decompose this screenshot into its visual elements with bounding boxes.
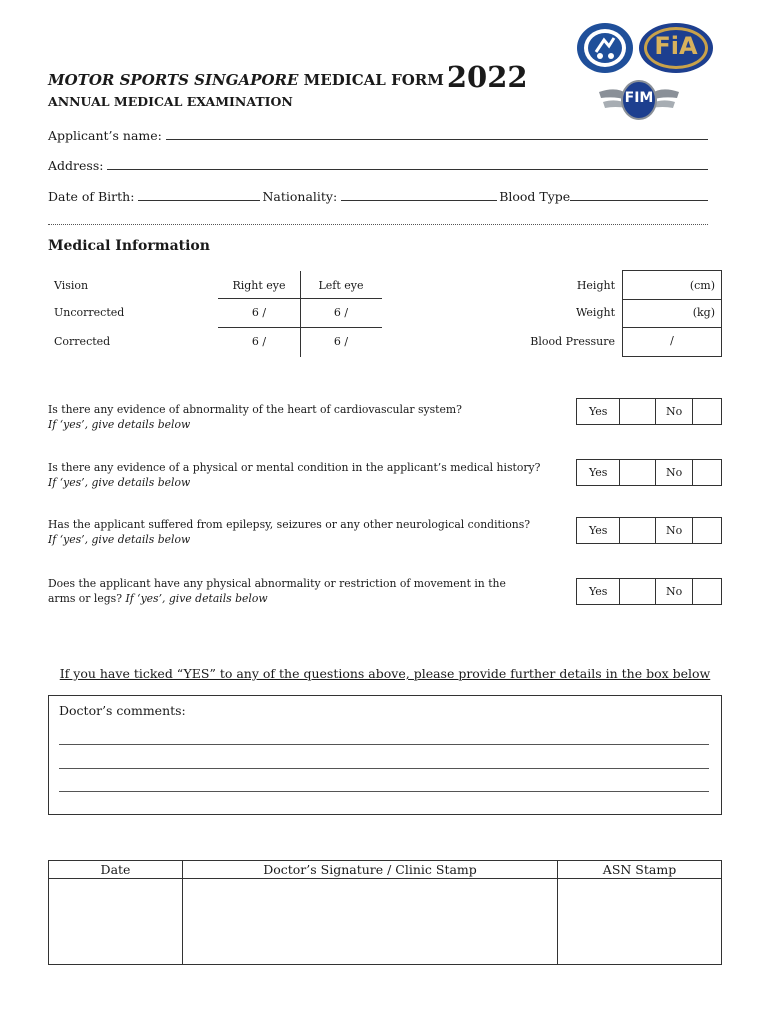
nationality-label: Nationality: [262,189,338,204]
uncorrected-left-eye[interactable]: 6 / [333,306,349,319]
question-3-hint: If ‘yes’, give details below [48,533,191,546]
question-1-no-label: No [656,399,693,424]
title-org: MOTOR SPORTS SINGAPORE [48,71,299,89]
applicant-name-field[interactable] [166,138,708,140]
dob-field[interactable] [138,199,260,201]
address-row [48,158,708,173]
comment-line[interactable] [59,768,709,769]
question-1-yes-label: Yes [577,399,620,424]
fia-logo [638,22,714,74]
signature-table [48,860,722,965]
weight-label: Weight [576,306,615,319]
question-3-no-checkbox[interactable] [693,518,721,543]
details-notice: If you have ticked “YES” to any of the questions above, please provide further details in the box below [59,666,711,681]
form-subtitle: ANNUAL MEDICAL EXAMINATION [48,94,293,109]
question-1-hint: If ‘yes’, give details below [48,418,191,431]
ssc-logo [576,22,634,74]
comment-line[interactable] [59,791,709,792]
height-label: Height [576,279,615,292]
question-4-no-checkbox[interactable] [693,579,721,604]
question-1-text: Is there any evidence of abnormality of the heart of cardiovascular system? [48,403,462,416]
question-2-hint: If ‘yes’, give details below [48,476,191,489]
question-1-yes-checkbox[interactable] [620,399,656,424]
fia-logo-text: FiA [654,32,698,60]
doctor-signature-cell[interactable] [183,879,557,964]
question-2-answer [576,459,722,486]
asn-stamp-cell[interactable] [558,879,721,964]
question-4-yes-checkbox[interactable] [620,579,656,604]
doctors-comments-box[interactable] [48,695,722,815]
left-eye-header: Left eye [318,279,364,292]
corrected-label: Corrected [54,335,111,348]
doctors-comments-label: Doctor’s comments: [59,703,186,718]
nationality-field[interactable] [341,199,497,201]
question-2-no-checkbox[interactable] [693,460,721,485]
question-3-text: Has the applicant suffered from epilepsy, seizures or any other neurological conditions? [48,518,531,531]
blood-pressure-label: Blood Pressure [530,335,615,348]
date-header: Date [100,862,131,877]
question-2-text: Is there any evidence of a physical or mental condition in the applicant’s medical history? [48,461,541,474]
date-cell[interactable] [49,879,182,964]
uncorrected-right-eye[interactable]: 6 / [251,306,267,319]
applicant-name-row [48,128,708,143]
doctor-signature-header: Doctor’s Signature / Clinic Stamp [263,862,477,877]
fim-logo-text: FIM [624,90,654,106]
blood-type-label: Blood Type [499,189,571,204]
question-4-answer [576,578,722,605]
blood-type-field[interactable] [570,199,708,201]
form-title [48,58,528,92]
question-2-yes-label: Yes [577,460,620,485]
question-1-no-checkbox[interactable] [693,399,721,424]
title-year: 2022 [446,60,528,94]
question-3-yes-checkbox[interactable] [620,518,656,543]
question-3-yes-label: Yes [577,518,620,543]
question-4-text: Does the applicant have any physical abnormality or restriction of movement in the arms or legs? [48,577,506,605]
weight-field[interactable]: (kg) [692,306,715,319]
question-1-answer [576,398,722,425]
dotted-divider [48,224,708,225]
corrected-right-eye[interactable]: 6 / [251,335,267,348]
section-title: Medical Information [48,238,210,254]
applicant-name-label: Applicant’s name: [48,128,162,143]
right-eye-header: Right eye [232,279,286,292]
comment-line[interactable] [59,744,709,745]
asn-stamp-header: ASN Stamp [602,862,677,877]
question-3-no-label: No [656,518,693,543]
question-4-yes-label: Yes [577,579,620,604]
question-2-no-label: No [656,460,693,485]
fim-logo [597,78,681,122]
question-2 [48,460,568,490]
question-2-yes-checkbox[interactable] [620,460,656,485]
question-4-no-label: No [656,579,693,604]
dob-label: Date of Birth: [48,189,135,204]
question-1 [48,402,568,432]
height-field[interactable]: (cm) [689,279,715,292]
address-field[interactable] [107,168,708,170]
blood-pressure-field[interactable]: / [670,334,674,347]
question-4-hint: If ‘yes’, give details below [125,592,268,605]
corrected-left-eye[interactable]: 6 / [333,335,349,348]
title-form: MEDICAL FORM [303,71,444,89]
uncorrected-label: Uncorrected [54,306,125,319]
dob-row [48,189,708,204]
address-label: Address: [48,158,104,173]
question-3 [48,517,568,547]
vision-header: Vision [54,279,89,292]
question-3-answer [576,517,722,544]
question-4 [48,576,523,606]
